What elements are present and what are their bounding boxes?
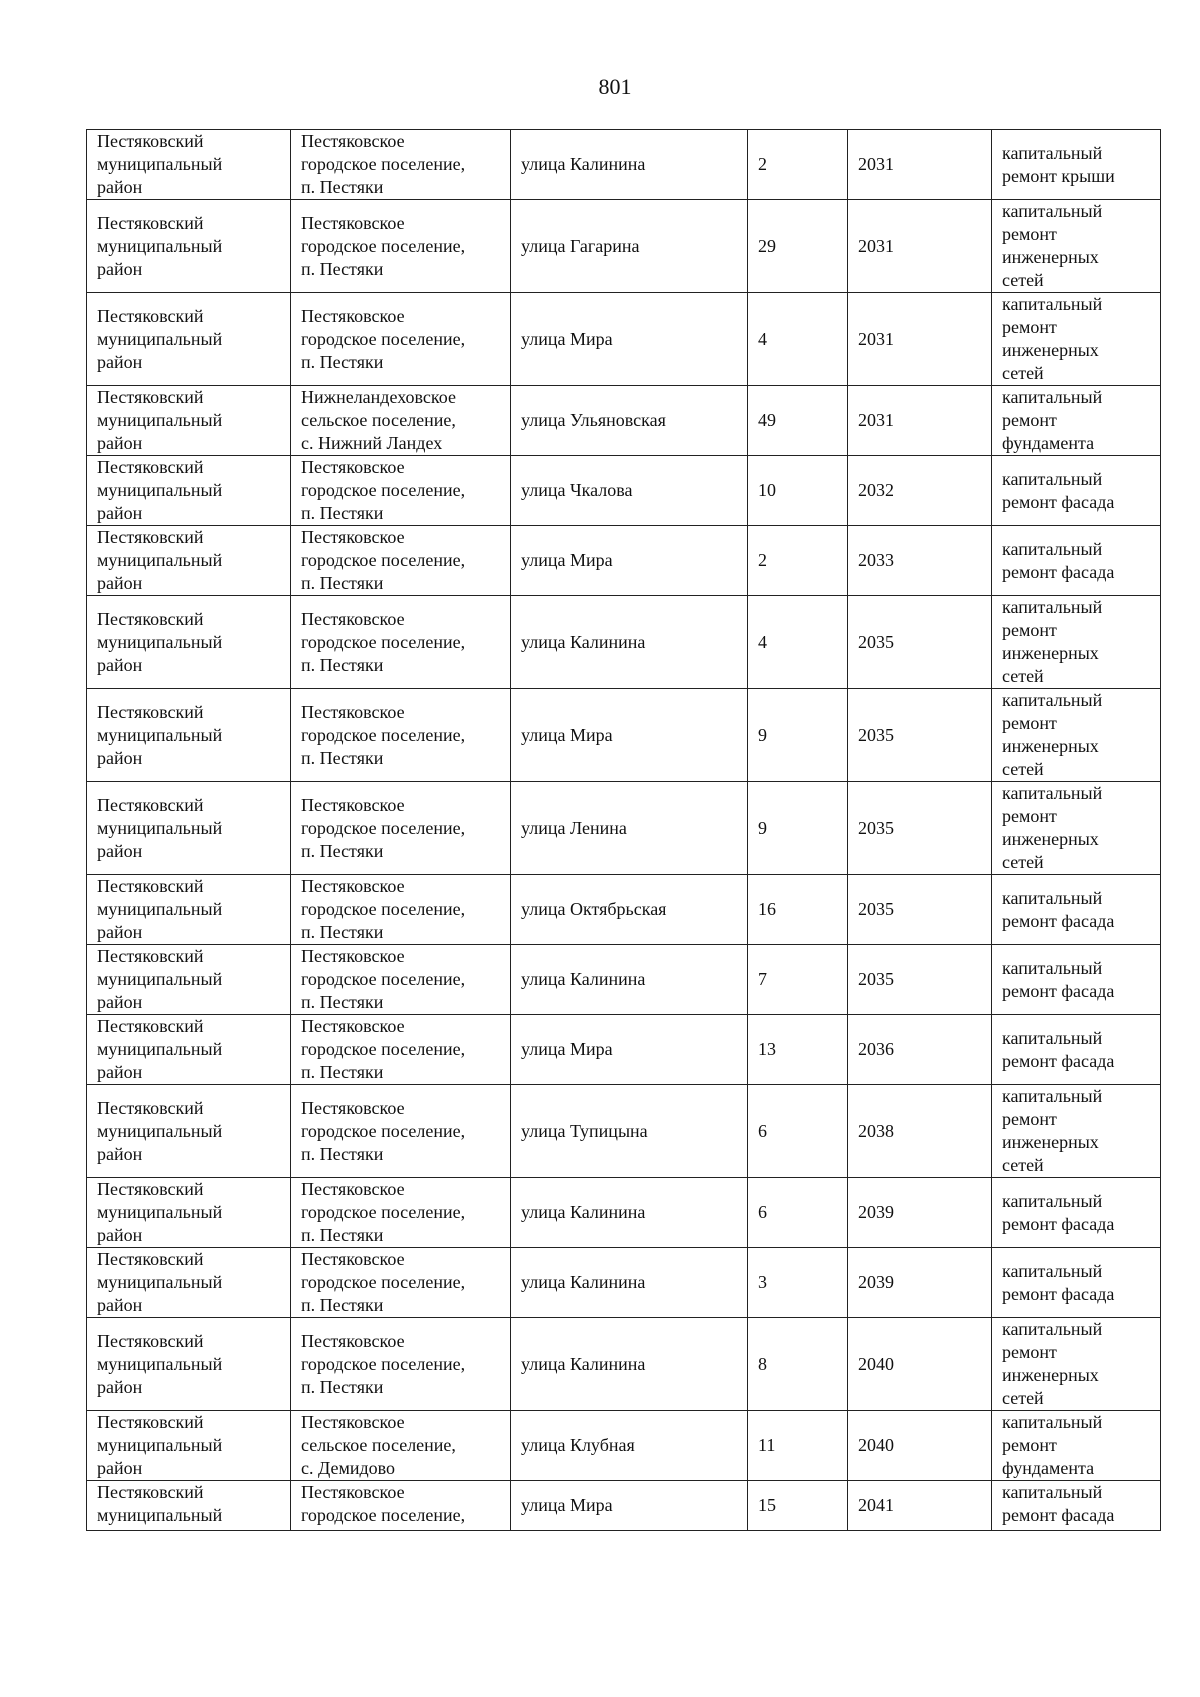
settlement-cell: Пестяковское городское поселение, п. Пестяки (291, 945, 511, 1015)
settlement-cell: Пестяковское городское поселение, п. Пестяки (291, 689, 511, 782)
settlement-cell: Пестяковское городское поселение, п. Пестяки (291, 1085, 511, 1178)
street-cell: улица Калинина (511, 596, 748, 689)
settlement-cell: Пестяковское городское поселение, п. Пестяки (291, 456, 511, 526)
settlement-cell: Пестяковское городское поселение, п. Пестяки (291, 130, 511, 200)
street-cell: улица Гагарина (511, 200, 748, 293)
year-cell: 2035 (848, 689, 992, 782)
district-cell: Пестяковский муниципальный район (87, 1085, 291, 1178)
settlement-cell: Пестяковское городское поселение, п. Пестяки (291, 1248, 511, 1318)
district-cell: Пестяковский муниципальный район (87, 456, 291, 526)
district-cell: Пестяковский муниципальный район (87, 1248, 291, 1318)
settlement-cell: Пестяковское городское поселение, п. Пестяки (291, 1318, 511, 1411)
district-cell: Пестяковский муниципальный район (87, 689, 291, 782)
table-row (87, 1178, 1161, 1248)
table-row (87, 1085, 1161, 1178)
house-number-cell: 11 (748, 1411, 848, 1481)
work-type-cell: капитальный ремонт инженерных сетей (992, 200, 1161, 293)
work-type-cell: капитальный ремонт фасада (992, 456, 1161, 526)
street-cell: улица Мира (511, 1481, 748, 1531)
street-cell: улица Калинина (511, 945, 748, 1015)
year-cell: 2040 (848, 1411, 992, 1481)
district-cell: Пестяковский муниципальный район (87, 1015, 291, 1085)
table-row (87, 1481, 1161, 1531)
district-cell: Пестяковский муниципальный район (87, 1178, 291, 1248)
district-cell: Пестяковский муниципальный район (87, 596, 291, 689)
table-row (87, 1248, 1161, 1318)
street-cell: улица Ульяновская (511, 386, 748, 456)
work-type-cell: капитальный ремонт инженерных сетей (992, 689, 1161, 782)
district-cell: Пестяковский муниципальный район (87, 945, 291, 1015)
work-type-cell: капитальный ремонт крыши (992, 130, 1161, 200)
work-type-cell: капитальный ремонт фундамента (992, 386, 1161, 456)
work-type-cell: капитальный ремонт инженерных сетей (992, 596, 1161, 689)
house-number-cell: 4 (748, 293, 848, 386)
year-cell: 2038 (848, 1085, 992, 1178)
district-cell: Пестяковский муниципальный район (87, 1318, 291, 1411)
district-cell: Пестяковский муниципальный район (87, 782, 291, 875)
district-cell: Пестяковский муниципальный район (87, 200, 291, 293)
work-type-cell: капитальный ремонт фасада (992, 945, 1161, 1015)
work-type-cell: капитальный ремонт инженерных сетей (992, 293, 1161, 386)
house-number-cell: 9 (748, 689, 848, 782)
district-cell: Пестяковский муниципальный район (87, 293, 291, 386)
settlement-cell: Пестяковское городское поселение, (291, 1481, 511, 1531)
house-number-cell: 9 (748, 782, 848, 875)
street-cell: улица Мира (511, 293, 748, 386)
table-row (87, 1015, 1161, 1085)
house-number-cell: 29 (748, 200, 848, 293)
year-cell: 2041 (848, 1481, 992, 1531)
street-cell: улица Калинина (511, 1178, 748, 1248)
district-cell: Пестяковский муниципальный район (87, 1411, 291, 1481)
work-type-cell: капитальный ремонт фундамента (992, 1411, 1161, 1481)
year-cell: 2040 (848, 1318, 992, 1411)
house-number-cell: 6 (748, 1085, 848, 1178)
house-number-cell: 4 (748, 596, 848, 689)
year-cell: 2035 (848, 596, 992, 689)
house-number-cell: 49 (748, 386, 848, 456)
settlement-cell: Пестяковское городское поселение, п. Пестяки (291, 782, 511, 875)
work-type-cell: капитальный ремонт инженерных сетей (992, 782, 1161, 875)
settlement-cell: Пестяковское городское поселение, п. Пестяки (291, 1178, 511, 1248)
street-cell: улица Октябрьская (511, 875, 748, 945)
housing-repair-table (86, 129, 1161, 1531)
table-row (87, 1411, 1161, 1481)
street-cell: улица Чкалова (511, 456, 748, 526)
year-cell: 2035 (848, 875, 992, 945)
table-row (87, 689, 1161, 782)
year-cell: 2031 (848, 293, 992, 386)
year-cell: 2031 (848, 130, 992, 200)
house-number-cell: 8 (748, 1318, 848, 1411)
work-type-cell: капитальный ремонт инженерных сетей (992, 1318, 1161, 1411)
settlement-cell: Пестяковское городское поселение, п. Пестяки (291, 293, 511, 386)
table-row (87, 130, 1161, 200)
year-cell: 2031 (848, 386, 992, 456)
settlement-cell: Пестяковское городское поселение, п. Пестяки (291, 875, 511, 945)
page-number: 801 (598, 74, 632, 99)
table-row (87, 386, 1161, 456)
house-number-cell: 6 (748, 1178, 848, 1248)
year-cell: 2033 (848, 526, 992, 596)
district-cell: Пестяковский муниципальный район (87, 875, 291, 945)
settlement-cell: Пестяковское городское поселение, п. Пестяки (291, 1015, 511, 1085)
street-cell: улица Мира (511, 689, 748, 782)
street-cell: улица Тупицына (511, 1085, 748, 1178)
district-cell: Пестяковский муниципальный район (87, 130, 291, 200)
year-cell: 2036 (848, 1015, 992, 1085)
table-row (87, 782, 1161, 875)
district-cell: Пестяковский муниципальный (87, 1481, 291, 1531)
street-cell: улица Мира (511, 1015, 748, 1085)
work-type-cell: капитальный ремонт инженерных сетей (992, 1085, 1161, 1178)
street-cell: улица Калинина (511, 130, 748, 200)
settlement-cell: Пестяковское городское поселение, п. Пестяки (291, 526, 511, 596)
district-cell: Пестяковский муниципальный район (87, 386, 291, 456)
street-cell: улица Калинина (511, 1318, 748, 1411)
work-type-cell: капитальный ремонт фасада (992, 1248, 1161, 1318)
table-row (87, 945, 1161, 1015)
work-type-cell: капитальный ремонт фасада (992, 875, 1161, 945)
table-row (87, 456, 1161, 526)
table-body (87, 130, 1161, 1531)
house-number-cell: 10 (748, 456, 848, 526)
work-type-cell: капитальный ремонт фасада (992, 1481, 1161, 1531)
table-row (87, 293, 1161, 386)
street-cell: улица Калинина (511, 1248, 748, 1318)
street-cell: улица Клубная (511, 1411, 748, 1481)
house-number-cell: 2 (748, 130, 848, 200)
settlement-cell: Пестяковское городское поселение, п. Пестяки (291, 596, 511, 689)
table-row (87, 526, 1161, 596)
street-cell: улица Ленина (511, 782, 748, 875)
year-cell: 2035 (848, 945, 992, 1015)
house-number-cell: 13 (748, 1015, 848, 1085)
district-cell: Пестяковский муниципальный район (87, 526, 291, 596)
work-type-cell: капитальный ремонт фасада (992, 1015, 1161, 1085)
year-cell: 2031 (848, 200, 992, 293)
settlement-cell: Пестяковское сельское поселение, с. Демидово (291, 1411, 511, 1481)
house-number-cell: 3 (748, 1248, 848, 1318)
table-row (87, 875, 1161, 945)
work-type-cell: капитальный ремонт фасада (992, 526, 1161, 596)
settlement-cell: Нижнеландеховское сельское поселение, с. Нижний Ландех (291, 386, 511, 456)
year-cell: 2035 (848, 782, 992, 875)
year-cell: 2032 (848, 456, 992, 526)
house-number-cell: 15 (748, 1481, 848, 1531)
house-number-cell: 7 (748, 945, 848, 1015)
year-cell: 2039 (848, 1178, 992, 1248)
table-row (87, 200, 1161, 293)
house-number-cell: 2 (748, 526, 848, 596)
house-number-cell: 16 (748, 875, 848, 945)
work-type-cell: капитальный ремонт фасада (992, 1178, 1161, 1248)
table-row (87, 1318, 1161, 1411)
settlement-cell: Пестяковское городское поселение, п. Пестяки (291, 200, 511, 293)
year-cell: 2039 (848, 1248, 992, 1318)
table-row (87, 596, 1161, 689)
street-cell: улица Мира (511, 526, 748, 596)
